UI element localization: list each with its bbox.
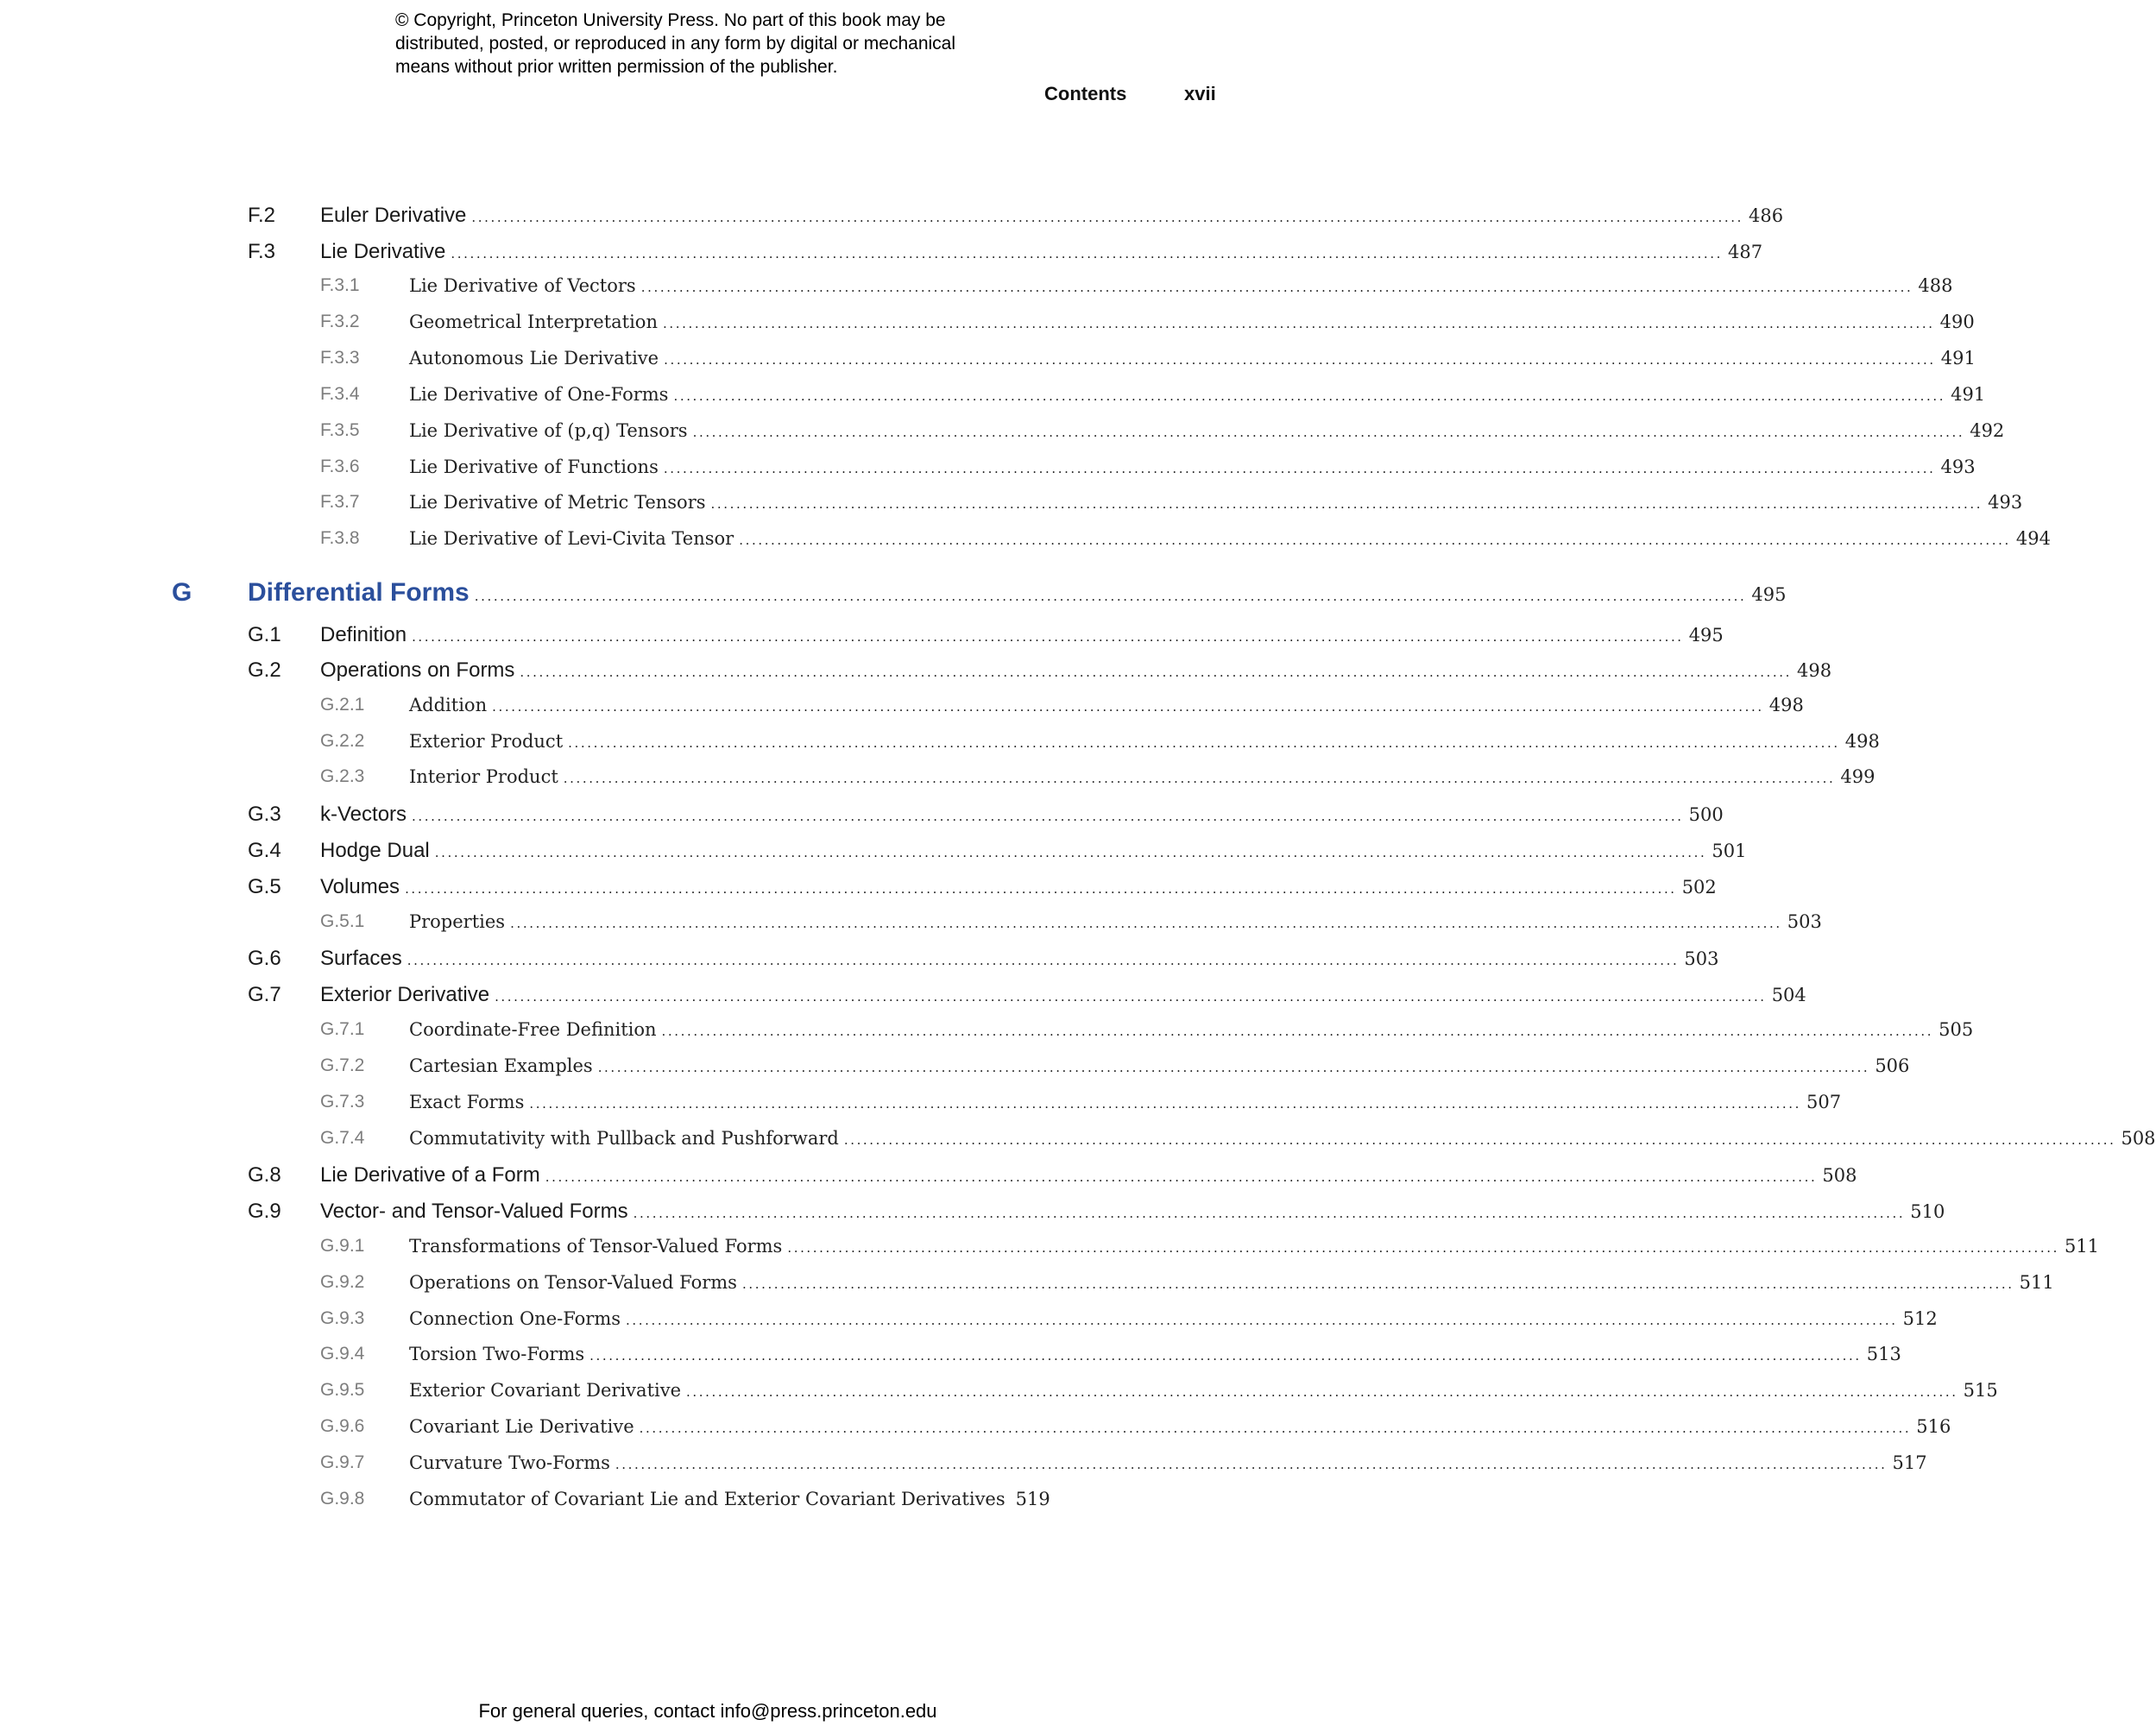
toc-entry[interactable] [0,658,1832,690]
dot-leader: ........................................................................................................................................................................................................ [664,352,1936,368]
toc-entry-title: Operations on Tensor-Valued Forms [409,1272,737,1293]
toc-entry-number: F.3.3 [320,348,360,368]
dot-leader: ........................................................................................................................................................................................................ [710,496,1983,512]
toc-entry-leader-line [409,911,1822,932]
toc-entry[interactable] [0,1489,1381,1520]
toc-entry-leader-line [409,1019,1974,1040]
toc-entry-page: 508 [1822,1165,1857,1186]
toc-entry-leader-line [320,658,1832,683]
toc-entry-leader-line [409,420,2005,441]
toc-entry[interactable] [0,348,1976,379]
toc-entry-leader-line [409,1055,1910,1076]
toc-entry-title: Cartesian Examples [409,1055,593,1076]
footer [0,1700,1381,1723]
toc-entry-title: Lie Derivative of Levi-Civita Tensor [409,528,734,549]
toc-entry-title: Differential Forms [248,578,470,607]
toc-entry-number: G.9 [248,1200,281,1223]
toc-entry-number: F.3 [248,240,276,263]
toc-entry-leader-line [409,275,1953,296]
toc-entry-number: F.3.5 [320,420,360,440]
toc-entry[interactable] [0,492,2023,523]
toc-entry-page: 494 [2015,528,2051,549]
toc-entry-title: Properties [409,911,506,932]
dot-leader: ........................................................................................................................................................................................................ [495,989,1767,1005]
toc-entry-page: 501 [1712,841,1747,861]
toc-entry-leader-line [409,528,2051,549]
toc-entry-leader-line [409,1416,1951,1437]
toc-entry-leader-line [409,1092,1842,1112]
toc-entry-leader-line [320,1163,1857,1187]
toc-entry-leader-line [320,1200,1945,1224]
toc-entry[interactable] [0,947,1719,978]
copyright-notice [395,9,1051,79]
toc-entry-number: G.7.3 [320,1092,365,1112]
toc-entry-number: G.6 [248,947,281,970]
dot-leader: ........................................................................................................................................................................................................ [739,532,2011,548]
toc-entry[interactable] [0,1163,1857,1194]
toc-entry-title: Lie Derivative of Metric Tensors [409,492,706,513]
toc-entry-title: Interior Product [409,766,558,787]
toc-entry-leader-line [409,312,1975,332]
dot-leader: ........................................................................................................................................................................................................ [471,210,1744,225]
toc-entry-page: 516 [1916,1416,1951,1437]
toc-entry[interactable] [0,1019,1974,1050]
toc-entry-leader-line [409,1272,2054,1293]
toc-entry-page: 512 [1902,1308,1938,1329]
toc-entry[interactable] [0,911,1822,942]
toc-entry-leader-line [320,623,1724,647]
dot-leader: ........................................................................................................................................................................................................ [407,953,1680,968]
toc-entry-title: Coordinate-Free Definition [409,1019,657,1040]
dot-leader: ........................................................................................................................................................................................................ [545,1169,1818,1185]
toc-entry-leader-line [409,731,1880,752]
toc-entry-title: Lie Derivative of Vectors [409,275,636,296]
dot-leader: ........................................................................................................................................................................................................ [412,809,1684,824]
toc-entry-leader-line [320,875,1717,899]
toc-entry-page: 492 [1970,420,2005,441]
toc-entry[interactable] [0,1308,1938,1339]
dot-leader: ........................................................................................................................................................................................................ [589,1348,1862,1364]
toc-entry-title: Lie Derivative of a Form [320,1163,540,1187]
toc-entry[interactable] [0,1380,1998,1411]
toc-entry-leader-line [248,578,1787,608]
dot-leader: ........................................................................................................................................................................................................ [692,425,1965,440]
toc-entry[interactable] [0,875,1717,906]
toc-entry-number: G.9.4 [320,1344,365,1364]
toc-entry[interactable] [0,204,1784,235]
toc-entry-page: 503 [1684,948,1719,969]
toc-entry[interactable] [0,240,1763,271]
dot-leader: ........................................................................................................................................................................................................ [510,916,1782,931]
dot-leader: ........................................................................................................................................................................................................ [529,1096,1801,1112]
toc-entry-page: 511 [2064,1236,2100,1257]
toc-entry-number: G.9.3 [320,1308,365,1328]
toc-entry-number: G.2.2 [320,731,365,751]
toc-entry-page: 486 [1749,205,1784,226]
toc-entry-leader-line [409,766,1875,787]
toc-entry[interactable] [0,803,1724,834]
toc-entry-leader-line [409,1380,1998,1401]
dot-leader: ........................................................................................................................................................................................................ [662,316,1935,331]
toc-entry-page: 491 [1940,348,1976,369]
toc-entry[interactable] [0,275,1953,306]
toc-entry-leader-line [409,384,1986,405]
toc-entry-title: Exterior Derivative [320,983,490,1006]
toc-entry-number: G.9.6 [320,1416,365,1436]
toc-entry-page: 495 [1688,625,1724,646]
toc-entry[interactable] [0,695,1804,726]
toc-entry-leader-line [409,348,1976,369]
toc-entry-number: F.3.1 [320,275,360,295]
toc-entry-number: G.5 [248,875,281,898]
dot-leader: ........................................................................................................................................................................................................ [787,1240,2059,1256]
toc-entry-page: 513 [1866,1344,1901,1364]
toc-entry-page: 498 [1844,731,1880,752]
toc-entry[interactable] [0,731,1880,762]
toc-entry-number: F.3.4 [320,384,360,404]
toc-entry[interactable] [0,1200,1945,1231]
toc-entry-leader-line [409,1308,1938,1329]
toc-entry[interactable] [0,578,1787,609]
dot-leader: ........................................................................................................................................................................................................ [741,1276,2014,1292]
toc-entry-title: Exact Forms [409,1092,525,1112]
toc-entry-title: Covariant Lie Derivative [409,1416,634,1437]
dot-leader: ........................................................................................................................................................................................................ [639,1420,1912,1436]
toc-entry-title: Commutativity with Pullback and Pushforward [409,1128,839,1149]
dot-leader: ........................................................................................................................................................................................................ [520,665,1793,680]
toc-entry-page: 515 [1963,1380,1998,1401]
dot-leader: ........................................................................................................................................................................................................ [405,881,1677,897]
copyright-line-1: © Copyright, Princeton University Press. No part of this book may be [395,10,946,30]
toc-entry-page: 498 [1768,695,1804,715]
toc-entry-leader-line [409,1344,1901,1364]
dot-leader: ........................................................................................................................................................................................................ [661,1024,1934,1039]
copyright-line-2: distributed, posted, or reproduced in any form by digital or mechanical [395,34,956,54]
dot-leader: ........................................................................................................................................................................................................ [563,771,1836,786]
toc-entry-title: Volumes [320,875,400,898]
running-head [993,83,1217,109]
toc-entry-title: Connection One-Forms [409,1308,621,1329]
toc-entry-leader-line [320,240,1763,264]
toc-entry-leader-line [409,1236,2100,1257]
toc-entry-number: F.3.7 [320,492,360,512]
toc-entry-title: Exterior Product [409,731,564,752]
toc-entry-number: G.2.1 [320,695,365,715]
toc-entry-page: 505 [1939,1019,1974,1040]
toc-entry-leader-line [409,457,1976,477]
toc-entry-page: 504 [1771,985,1806,1005]
dot-leader: ........................................................................................................................................................................................................ [843,1132,2116,1148]
toc-entry-page: 510 [1910,1201,1945,1222]
toc-entry-page: 493 [1940,457,1976,477]
toc-entry[interactable] [0,1128,2156,1159]
toc-entry-page: 503 [1787,911,1822,932]
toc-entry-page: 491 [1951,384,1986,405]
toc-entry-title: Geometrical Interpretation [409,312,658,332]
toc-entry-number: G.3 [248,803,281,826]
toc-entry-title: Torsion Two-Forms [409,1344,585,1364]
toc-entry-number: G.7.1 [320,1019,365,1039]
toc-entry[interactable] [0,384,1986,415]
toc-entry-leader-line [409,1452,1927,1473]
toc-entry-page: 507 [1806,1092,1842,1112]
toc-entry-title: Hodge Dual [320,839,430,862]
toc-entry-page: 499 [1840,766,1875,787]
toc-entry[interactable] [0,420,2005,451]
dot-leader: ........................................................................................................................................................................................................ [686,1384,1958,1400]
toc-entry-page: 517 [1892,1452,1927,1473]
toc-entry-page: 519 [1015,1489,1050,1509]
toc-entry-title: Lie Derivative of One-Forms [409,384,669,405]
toc-entry-number: F.3.6 [320,457,360,476]
toc-entry[interactable] [0,457,1976,488]
dot-leader: ........................................................................................................................................................................................................ [640,280,1913,295]
toc-entry-page: 502 [1681,877,1717,898]
toc-entry-number: G.7 [248,983,281,1006]
toc-entry-title: k-Vectors [320,803,407,826]
toc-entry-number: G.2.3 [320,766,365,786]
toc-entry-number: G.8 [248,1163,281,1187]
dot-leader: ........................................................................................................................................................................................................ [615,1457,1888,1472]
copyright-line-3: means without prior written permission of the publisher. [395,57,838,77]
toc-entry-leader-line [320,947,1719,971]
toc-entry-leader-line [409,492,2023,513]
toc-entry[interactable] [0,312,1975,343]
toc-entry-number: G.7.2 [320,1055,365,1075]
toc-entry-number: G.9.7 [320,1452,365,1472]
dot-leader: ........................................................................................................................................................................................................ [568,735,1840,751]
toc-entry[interactable] [0,1416,1951,1447]
toc-entry-number: G.7.4 [320,1128,365,1148]
toc-entry-number: F.2 [248,204,276,227]
footer-contact: For general queries, contact info@press.princeton.edu [478,1700,937,1722]
toc-entry-number: G.9.1 [320,1236,365,1256]
toc-entry-title: Curvature Two-Forms [409,1452,610,1473]
toc-entry-leader-line [320,204,1784,228]
dot-leader: ........................................................................................................................................................................................................ [434,845,1707,860]
toc-entry-number: G.9.8 [320,1489,365,1509]
dot-leader: ........................................................................................................................................................................................................ [633,1206,1906,1221]
toc-entry-title: Vector- and Tensor-Valued Forms [320,1200,628,1223]
dot-leader: ........................................................................................................................................................................................................ [663,461,1936,476]
toc-entry-page: 495 [1751,584,1787,605]
toc-entry[interactable] [0,1272,2054,1303]
toc-entry[interactable] [0,1236,2100,1267]
toc-entry-page: 493 [1988,492,2023,513]
toc-entry[interactable] [0,528,2051,559]
toc-entry-title: Operations on Forms [320,658,515,682]
dot-leader: ........................................................................................................................................................................................................ [474,589,1747,604]
toc-entry-page: 511 [2019,1272,2054,1293]
toc-entry-title: Lie Derivative [320,240,446,263]
toc-entry-number: G.9.5 [320,1380,365,1400]
toc-entry-title: Transformations of Tensor-Valued Forms [409,1236,783,1257]
toc-entry-title: Lie Derivative of Functions [409,457,659,477]
toc-entry[interactable] [0,1452,1927,1483]
toc-entry-leader-line [320,803,1724,827]
page-folio: xvii [1184,83,1216,104]
toc-entry[interactable] [0,839,1747,870]
toc-entry[interactable] [0,766,1875,797]
toc-entry-page: 500 [1688,804,1724,825]
toc-entry-page: 498 [1797,660,1832,681]
toc-entry[interactable] [0,1344,1901,1375]
toc-entry-title: Surfaces [320,947,402,970]
toc-entry-page: 490 [1939,312,1975,332]
toc-entry-number: F.3.8 [320,528,360,548]
toc-entry[interactable] [0,1092,1842,1123]
dot-leader: ........................................................................................................................................................................................................ [673,388,1946,404]
toc-entry-title: Lie Derivative of (p,q) Tensors [409,420,688,441]
toc-entry-number: G.5.1 [320,911,365,931]
toc-entry-number: G.9.2 [320,1272,365,1292]
toc-entry-number: G.4 [248,839,281,862]
toc-entry-leader-line [409,695,1804,715]
toc-entry-leader-line [409,1128,2156,1149]
dot-leader: ........................................................................................................................................................................................................ [626,1313,1898,1328]
toc-entry-number: G [172,578,192,607]
toc-entry-title: Exterior Covariant Derivative [409,1380,682,1401]
dot-leader: ........................................................................................................................................................................................................ [451,246,1724,261]
toc-entry-title: Addition [409,695,488,715]
running-head-title: Contents [1044,83,1127,104]
toc-entry-page: 506 [1875,1055,1910,1076]
dot-leader: ........................................................................................................................................................................................................ [597,1060,1870,1075]
toc-entry-page: 508 [2121,1128,2156,1149]
toc-entry-title: Autonomous Lie Derivative [409,348,659,369]
toc-entry-leader-line [320,983,1806,1007]
toc-entry-title: Euler Derivative [320,204,467,227]
toc-entry-number: F.3.2 [320,312,360,331]
toc-entry-page: 488 [1918,275,1953,296]
dot-leader: ........................................................................................................................................................................................................ [412,629,1684,645]
dot-leader: ........................................................................................................................................................................................................ [492,699,1764,715]
toc-entry-title: Commutator of Covariant Lie and Exterior Covariant Derivatives [409,1489,1006,1509]
toc-entry[interactable] [0,1055,1910,1087]
toc-entry-leader-line [409,1489,1050,1509]
toc-entry[interactable] [0,983,1806,1014]
toc-entry[interactable] [0,623,1724,654]
toc-entry-page: 487 [1728,242,1763,262]
toc-entry-title: Definition [320,623,407,646]
toc-entry-leader-line [320,839,1747,863]
toc-entry-number: G.2 [248,658,281,682]
toc-entry-number: G.1 [248,623,281,646]
